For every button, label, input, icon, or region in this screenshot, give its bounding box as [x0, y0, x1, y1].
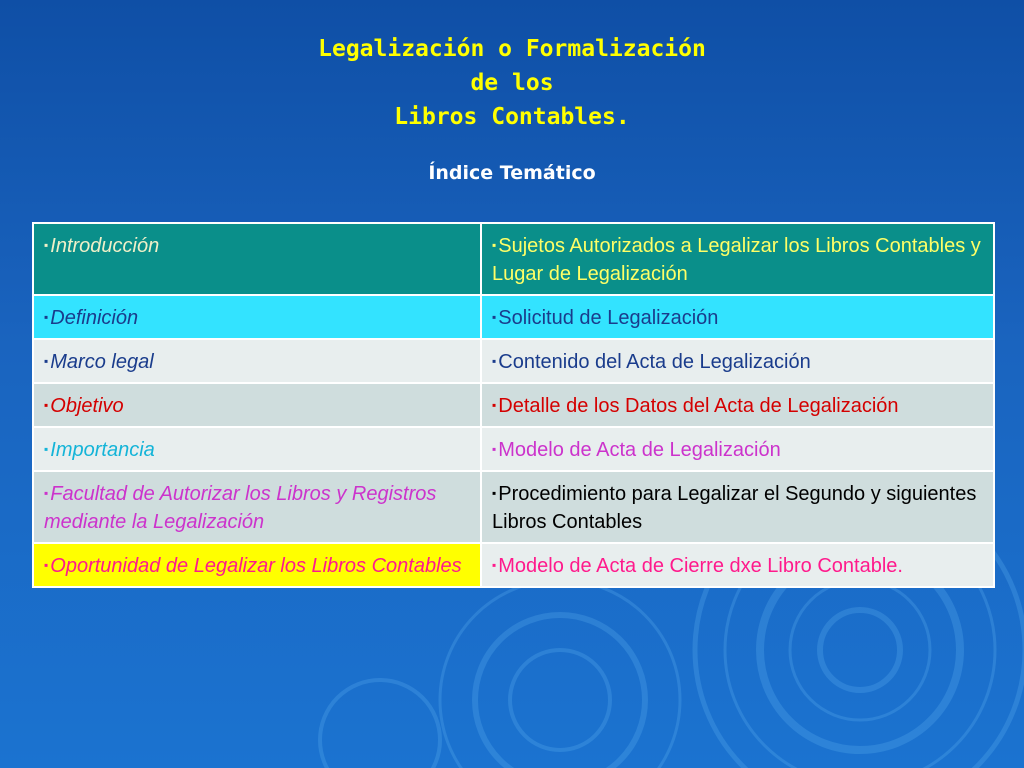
table-row: [33, 339, 994, 383]
table-row: [33, 543, 994, 587]
bullet-icon: ▪: [492, 354, 497, 368]
index-item: [33, 543, 481, 587]
subtitle: Índice Temático: [428, 162, 596, 184]
bullet-icon: ▪: [492, 558, 497, 572]
index-item-label: Procedimiento para Legalizar el Segundo y siguientes Libros Contables: [492, 483, 977, 533]
index-item: [33, 223, 481, 295]
index-item-label: Objetivo: [50, 395, 124, 417]
index-item: [481, 383, 994, 427]
table-row: [33, 223, 994, 295]
index-item: [33, 339, 481, 383]
table-row: [33, 383, 994, 427]
index-item-label: Detalle de los Datos del Acta de Legalización: [498, 395, 899, 417]
index-item-label: Modelo de Acta de Legalización: [498, 439, 781, 461]
index-item-label: Sujetos Autorizados a Legalizar los Libros Contables y Lugar de Legalización: [492, 235, 981, 285]
table-row: [33, 427, 994, 471]
bullet-icon: ▪: [44, 398, 49, 412]
index-item: [481, 295, 994, 339]
bullet-icon: ▪: [44, 354, 49, 368]
index-item: [33, 427, 481, 471]
table-row: [33, 471, 994, 543]
thematic-index-table: [32, 222, 995, 588]
bullet-icon: ▪: [44, 238, 49, 252]
index-item-label: Oportunidad de Legalizar los Libros Contables: [50, 555, 462, 577]
index-item: [481, 471, 994, 543]
bullet-icon: ▪: [44, 558, 49, 572]
index-item-label: Contenido del Acta de Legalización: [498, 351, 811, 373]
table-row: [33, 295, 994, 339]
index-item: [481, 543, 994, 587]
title-line-2: de los: [470, 70, 554, 96]
index-item: [33, 471, 481, 543]
index-item-label: Solicitud de Legalización: [498, 307, 719, 329]
bullet-icon: ▪: [492, 442, 497, 456]
bullet-icon: ▪: [492, 238, 497, 252]
bullet-icon: ▪: [492, 310, 497, 324]
index-item: [481, 223, 994, 295]
slide-title: [0, 32, 1024, 134]
index-item-label: Facultad de Autorizar los Libros y Registros mediante la Legalización: [44, 483, 437, 533]
bullet-icon: ▪: [44, 486, 49, 500]
bullet-icon: ▪: [44, 442, 49, 456]
title-line-1: Legalización o Formalización: [318, 36, 706, 62]
bullet-icon: ▪: [44, 310, 49, 324]
index-item-label: Introducción: [50, 235, 160, 257]
index-item: [33, 295, 481, 339]
index-item-label: Marco legal: [50, 351, 154, 373]
index-item-label: Importancia: [50, 439, 155, 461]
index-item-label: Modelo de Acta de Cierre dxe Libro Contable.: [498, 555, 903, 577]
index-item: [481, 427, 994, 471]
index-item: [33, 383, 481, 427]
bullet-icon: ▪: [492, 486, 497, 500]
index-item-label: Definición: [50, 307, 139, 329]
index-item: [481, 339, 994, 383]
bullet-icon: ▪: [492, 398, 497, 412]
title-line-3: Libros Contables.: [394, 104, 630, 130]
